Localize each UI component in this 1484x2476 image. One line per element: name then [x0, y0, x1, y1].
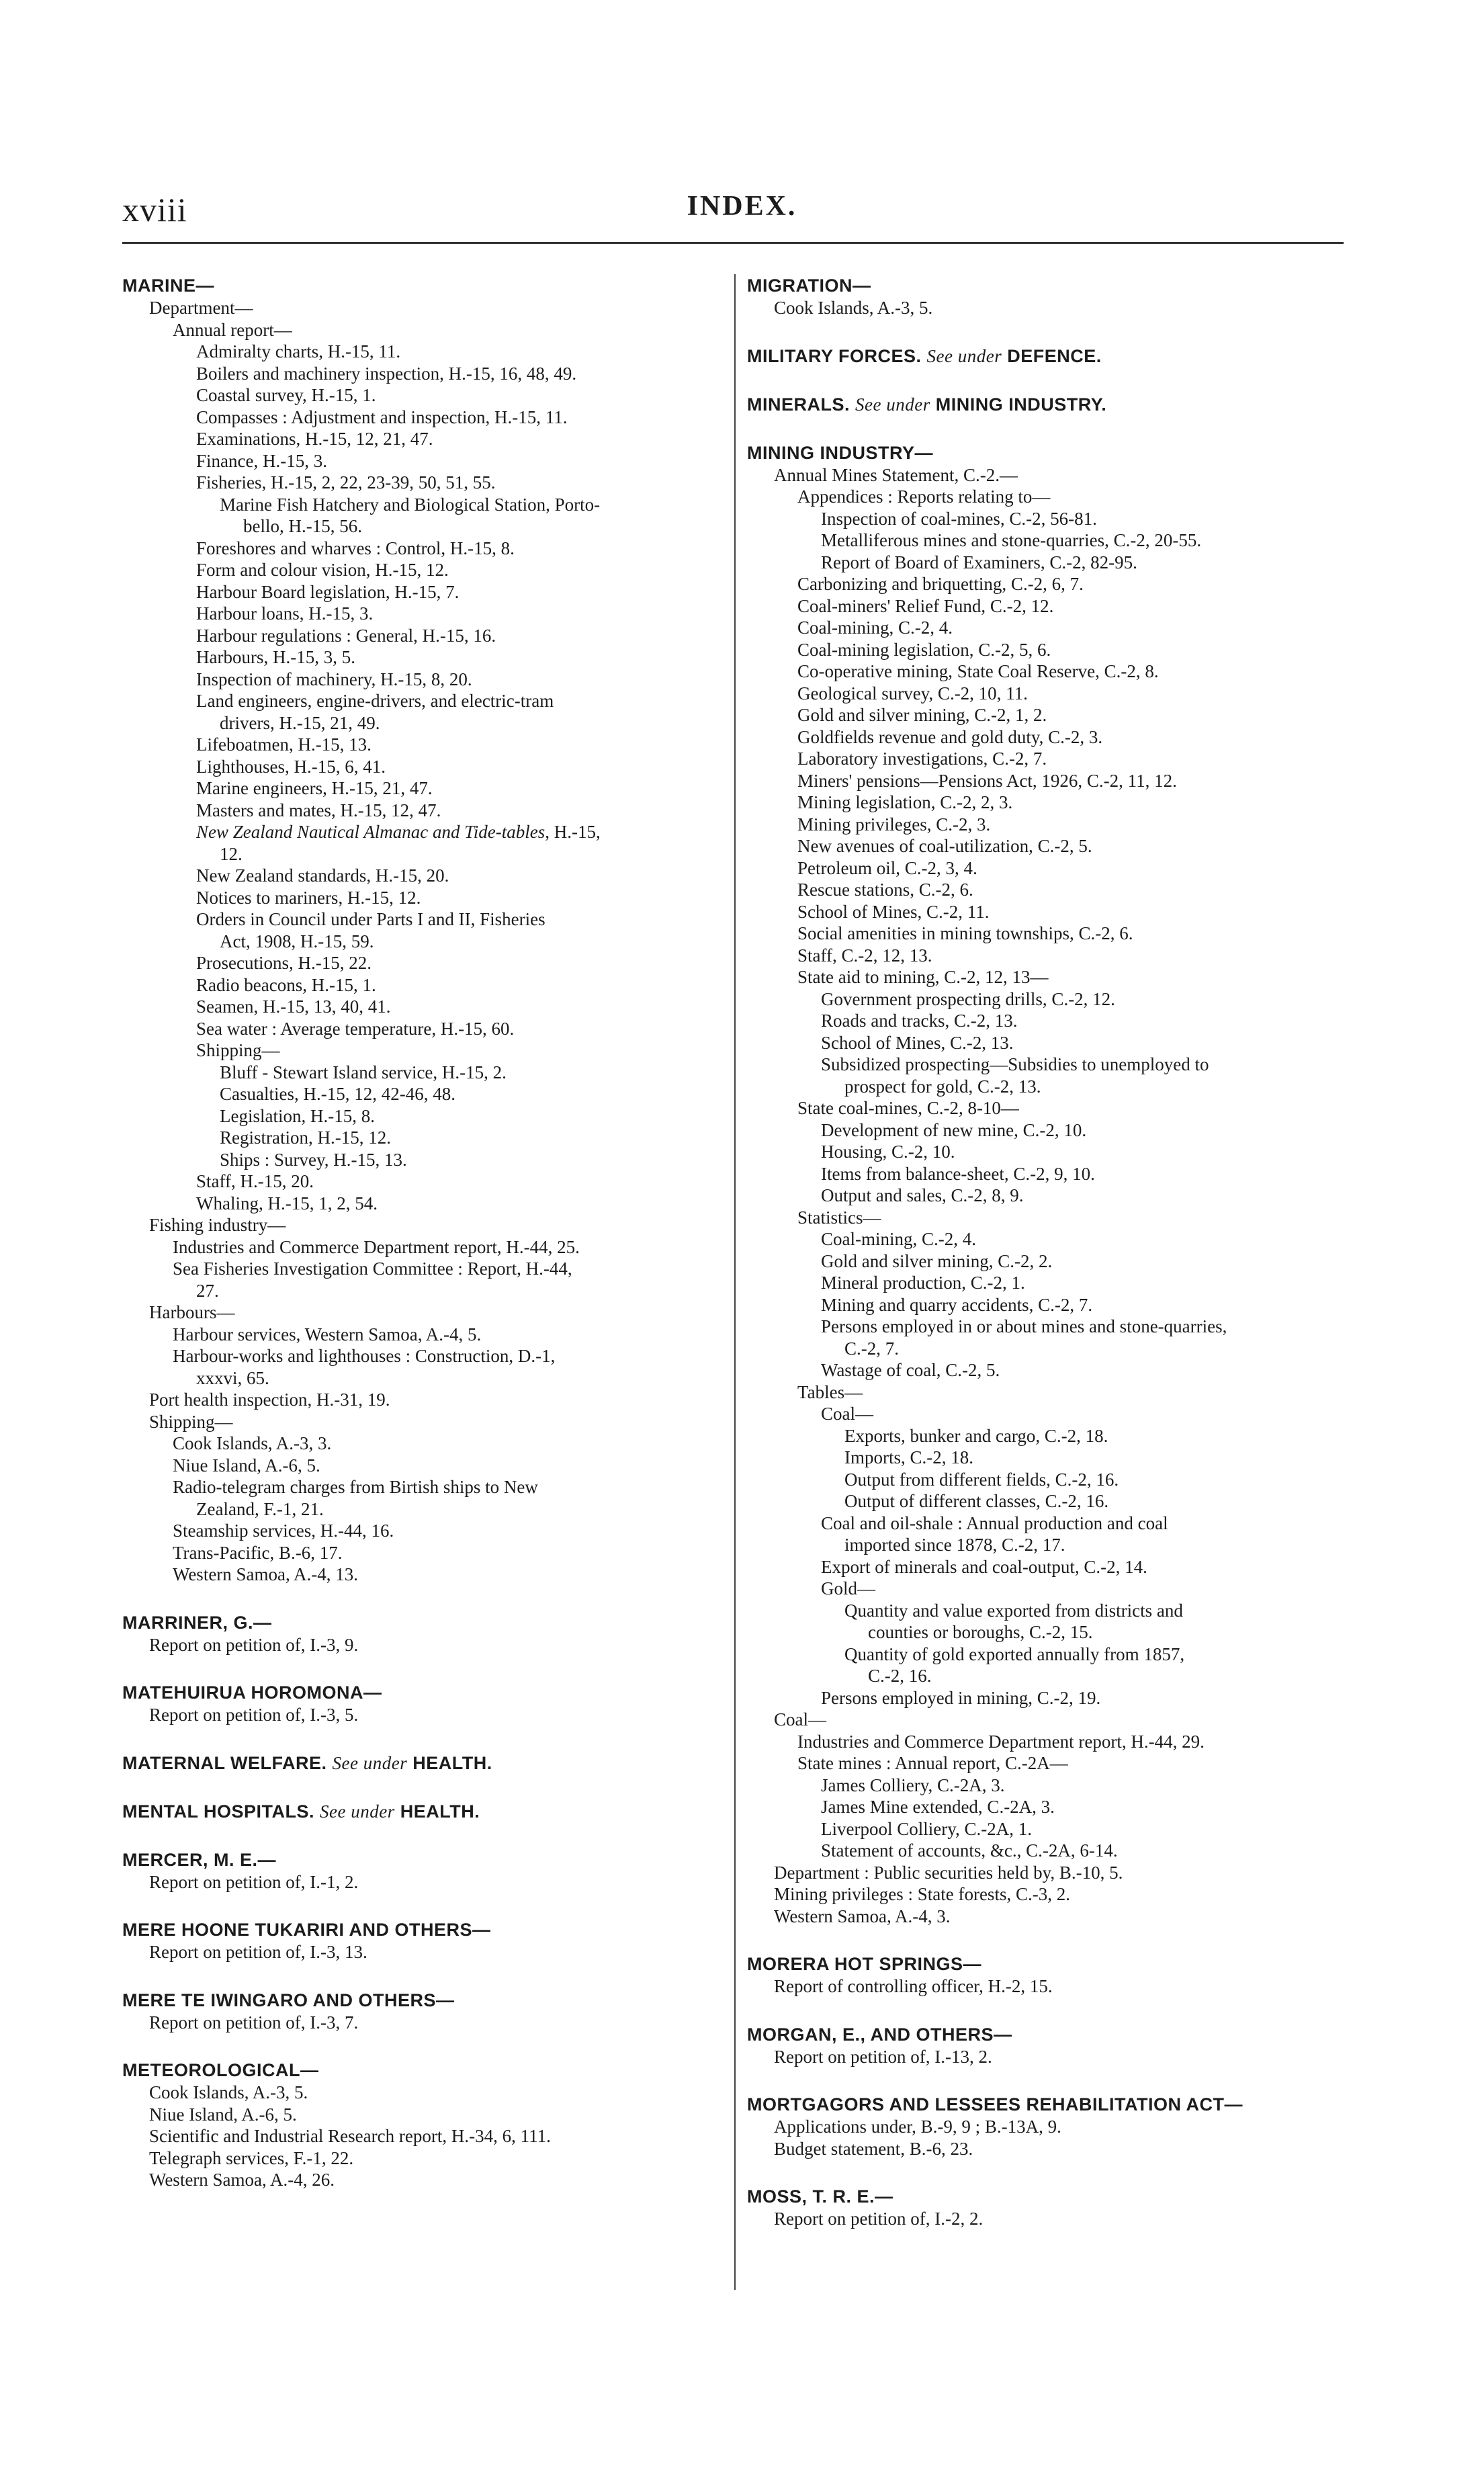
index-line: Coal and oil-shale : Annual production and coal	[821, 1512, 1168, 1533]
index-line: Western Samoa, A.-4, 26.	[149, 2170, 335, 2190]
index-line: Harbour loans, H.-15, 3.	[196, 603, 374, 624]
index-line: Report on petition of, I.-3, 13.	[149, 1942, 367, 1962]
index-line: imported since 1878, C.-2, 17.	[844, 1535, 1065, 1555]
entry-heading	[747, 441, 1348, 464]
index-line: Casualties, H.-15, 12, 42-46, 48.	[220, 1084, 455, 1104]
see-reference: See under	[320, 1801, 395, 1822]
index-line: Niue Island, A.-6, 5.	[173, 1455, 320, 1476]
index-line: Cook Islands, A.-3, 5.	[149, 2082, 308, 2102]
index-line: Petroleum oil, C.-2, 3, 4.	[797, 857, 977, 878]
index-line: Boilers and machinery inspection, H.-15, 16, 48, 49.	[196, 363, 577, 384]
index-line: Report on petition of, I.-1, 2.	[149, 1871, 359, 1892]
index-line: Rescue stations, C.-2, 6.	[797, 880, 973, 900]
entry-heading	[747, 2185, 1348, 2208]
index-line: Compasses : Adjustment and inspection, H.-15, 11.	[196, 407, 568, 427]
index-line: James Colliery, C.-2A, 3.	[821, 1775, 1005, 1795]
index-line: Harbour services, Western Samoa, A.-4, 5.	[173, 1324, 482, 1344]
index-line: Gold and silver mining, C.-2, 1, 2.	[797, 705, 1047, 725]
entry-heading	[747, 274, 1348, 297]
index-line: Admiralty charts, H.-15, 11.	[196, 341, 401, 361]
index-line: Shipping—	[149, 1411, 233, 1432]
index-line: Department : Public securities held by, B.-10, 5.	[774, 1862, 1123, 1883]
index-line: Fisheries, H.-15, 2, 22, 23-39, 50, 51, 55.	[196, 472, 496, 493]
index-line: Niue Island, A.-6, 5.	[149, 2104, 297, 2125]
index-line: New Zealand Nautical Almanac and Tide-tables, H.-15,	[196, 822, 601, 842]
index-line: Land engineers, engine-drivers, and electric-tram	[196, 691, 554, 711]
heading-text: MORGAN, E., AND OTHERS—	[747, 2024, 1012, 2045]
index-line: Mining privileges, C.-2, 3.	[797, 814, 991, 835]
header-rule	[122, 242, 1344, 244]
index-line: Goldfields revenue and gold duty, C.-2, 3.	[797, 726, 1103, 747]
index-line: Prosecutions, H.-15, 22.	[196, 953, 372, 973]
index-entry	[747, 2023, 1348, 2068]
index-line: Mining legislation, C.-2, 2, 3.	[797, 792, 1013, 812]
index-entry	[747, 441, 1348, 1928]
see-reference: See under	[855, 394, 930, 415]
index-line: Housing, C.-2, 10.	[821, 1142, 955, 1162]
index-line: Report on petition of, I.-2, 2.	[774, 2209, 984, 2229]
index-line: Report on petition of, I.-3, 9.	[149, 1634, 359, 1655]
index-line: Examinations, H.-15, 12, 21, 47.	[196, 429, 433, 449]
index-line: Gold—	[821, 1578, 875, 1598]
page-number: xviii	[122, 191, 187, 228]
index-line: Western Samoa, A.-4, 3.	[774, 1906, 951, 1926]
index-line: drivers, H.-15, 21, 49.	[220, 712, 380, 733]
index-line: Sea water : Average temperature, H.-15, 60.	[196, 1018, 515, 1039]
see-reference: See under	[332, 1752, 408, 1773]
index-line: Radio beacons, H.-15, 1.	[196, 974, 376, 995]
index-line: Lighthouses, H.-15, 6, 41.	[196, 756, 386, 777]
heading-text: MARRINER, G.—	[122, 1612, 272, 1633]
index-line: Persons employed in or about mines and stone-quarries,	[821, 1316, 1227, 1336]
index-line: Harbours, H.-15, 3, 5.	[196, 647, 355, 667]
index-line: School of Mines, C.-2, 13.	[821, 1032, 1014, 1053]
index-entry	[122, 2059, 720, 2191]
index-line: Mining privileges : State forests, C.-3, 2.	[774, 1884, 1070, 1904]
entry-heading	[122, 274, 720, 297]
index-entry	[122, 1611, 720, 1656]
index-line: Radio-telegram charges from Birtish ships to New	[173, 1477, 538, 1497]
index-entry	[747, 1953, 1348, 1998]
heading-text: MINERALS.	[747, 394, 850, 415]
index-line: Harbour-works and lighthouses : Construction, D.-1,	[173, 1346, 556, 1366]
index-line: Coal-mining, C.-2, 4.	[797, 617, 953, 638]
entry-heading	[747, 393, 1348, 416]
see-target: MINING INDUSTRY.	[935, 394, 1107, 415]
index-line: Form and colour vision, H.-15, 12.	[196, 560, 449, 580]
index-line: Co-operative mining, State Coal Reserve, C.-2, 8.	[797, 661, 1159, 681]
index-line: Export of minerals and coal-output, C.-2, 14.	[821, 1556, 1147, 1577]
index-line: Industries and Commerce Department report, H.-44, 29.	[797, 1731, 1205, 1752]
heading-text: MOSS, T. R. E.—	[747, 2186, 893, 2207]
entry-heading	[122, 1752, 720, 1775]
index-line: Exports, bunker and cargo, C.-2, 18.	[844, 1425, 1108, 1446]
see-reference: See under	[926, 345, 1002, 366]
index-line: Coastal survey, H.-15, 1.	[196, 385, 376, 405]
page-title: INDEX.	[687, 191, 797, 222]
index-line: Staff, C.-2, 12, 13.	[797, 945, 932, 966]
index-line: Legislation, H.-15, 8.	[220, 1105, 375, 1126]
index-line: Foreshores and wharves : Control, H.-15, 8.	[196, 538, 515, 558]
index-line: Whaling, H.-15, 1, 2, 54.	[196, 1193, 378, 1213]
index-line: Persons employed in mining, C.-2, 19.	[821, 1687, 1101, 1708]
index-line: Report on petition of, I.-3, 5.	[149, 1705, 359, 1725]
index-line: Shipping—	[196, 1040, 280, 1060]
see-target: HEALTH.	[400, 1801, 480, 1822]
index-line: Imports, C.-2, 18.	[844, 1447, 973, 1467]
page-header	[0, 0, 1484, 242]
index-line: Output and sales, C.-2, 8, 9.	[821, 1185, 1024, 1205]
index-line: Inspection of coal-mines, C.-2, 56-81.	[821, 508, 1097, 529]
index-line: Budget statement, B.-6, 23.	[774, 2138, 973, 2159]
entry-heading	[122, 1918, 720, 1941]
index-line: Seamen, H.-15, 13, 40, 41.	[196, 996, 391, 1017]
index-line: Tables—	[797, 1381, 863, 1402]
index-line: Scientific and Industrial Research report, H.-34, 6, 111.	[149, 2126, 551, 2146]
index-line: Quantity and value exported from districts and	[844, 1600, 1183, 1621]
index-line: Harbour Board legislation, H.-15, 7.	[196, 581, 460, 602]
index-entry	[122, 274, 720, 1586]
index-line: Trans-Pacific, B.-6, 17.	[173, 1542, 343, 1563]
index-line: Western Samoa, A.-4, 13.	[173, 1564, 359, 1584]
heading-text: MORERA HOT SPRINGS—	[747, 1954, 982, 1974]
index-line: Subsidized prospecting—Subsidies to unemployed to	[821, 1054, 1209, 1074]
index-line: Industries and Commerce Department report, H.-44, 25.	[173, 1236, 580, 1257]
index-line: 27.	[196, 1280, 219, 1301]
index-entry	[122, 1752, 720, 1775]
heading-text: MENTAL HOSPITALS.	[122, 1801, 315, 1822]
index-line: counties or boroughs, C.-2, 15.	[868, 1622, 1093, 1642]
index-line: James Mine extended, C.-2A, 3.	[821, 1797, 1055, 1817]
index-line: xxxvi, 65.	[196, 1367, 269, 1388]
index-line: Items from balance-sheet, C.-2, 9, 10.	[821, 1163, 1095, 1184]
heading-text: METEOROLOGICAL—	[122, 2060, 319, 2080]
index-entry	[122, 1848, 720, 1893]
entry-heading	[122, 1681, 720, 1704]
index-line: Port health inspection, H.-31, 19.	[149, 1390, 390, 1410]
index-line: Cook Islands, A.-3, 5.	[774, 298, 933, 318]
heading-text: MORTGAGORS AND LESSEES REHABILITATION ACT—	[747, 2094, 1243, 2115]
index-line: Mining and quarry accidents, C.-2, 7.	[821, 1294, 1093, 1315]
index-line: Coal—	[774, 1709, 826, 1730]
index-line: Telegraph services, F.-1, 22.	[149, 2147, 354, 2168]
index-line: State mines : Annual report, C.-2A—	[797, 1753, 1068, 1773]
index-line: prospect for gold, C.-2, 13.	[844, 1076, 1041, 1097]
index-line: Orders in Council under Parts I and II, Fisheries	[196, 909, 545, 929]
heading-text: MATEHUIRUA HOROMONA—	[122, 1682, 382, 1703]
heading-text: MARINE—	[122, 275, 214, 296]
index-line: Sea Fisheries Investigation Committee : Report, H.-44,	[173, 1258, 572, 1279]
index-entry	[747, 274, 1348, 319]
index-line: Coal-miners' Relief Fund, C.-2, 12.	[797, 595, 1054, 616]
index-line: Development of new mine, C.-2, 10.	[821, 1119, 1087, 1140]
index-line: Coal-mining, C.-2, 4.	[821, 1229, 976, 1249]
entry-heading	[122, 1989, 720, 2012]
index-line: Finance, H.-15, 3.	[196, 450, 327, 471]
index-entry	[122, 1681, 720, 1726]
index-line: Notices to mariners, H.-15, 12.	[196, 887, 421, 908]
index-line: Department—	[149, 298, 253, 318]
heading-text: MATERNAL WELFARE.	[122, 1752, 327, 1773]
index-line: 12.	[220, 843, 243, 864]
index-line: Report on petition of, I.-13, 2.	[774, 2046, 992, 2067]
index-line: Fishing industry—	[149, 1215, 286, 1235]
entry-heading	[747, 345, 1348, 368]
heading-text: MERE HOONE TUKARIRI AND OTHERS—	[122, 1920, 491, 1940]
index-line: Coal-mining legislation, C.-2, 5, 6.	[797, 639, 1051, 660]
index-entry	[747, 2093, 1348, 2160]
index-line: Harbour regulations : General, H.-15, 16.	[196, 625, 496, 646]
index-line: Cook Islands, A.-3, 3.	[173, 1433, 332, 1453]
index-line: New avenues of coal-utilization, C.-2, 5.	[797, 836, 1092, 856]
index-entry	[747, 345, 1348, 368]
entry-heading	[122, 1611, 720, 1634]
index-line: Statistics—	[797, 1207, 881, 1228]
index-entry	[122, 1989, 720, 2034]
index-line: Miners' pensions—Pensions Act, 1926, C.-2, 11, 12.	[797, 770, 1177, 791]
entry-heading	[122, 1800, 720, 1823]
index-line: Report on petition of, I.-3, 7.	[149, 2012, 359, 2033]
see-target: HEALTH.	[412, 1752, 492, 1773]
heading-text: MILITARY FORCES.	[747, 345, 922, 366]
index-line: Applications under, B.-9, 9 ; B.-13A, 9.	[774, 2117, 1061, 2137]
index-line: Annual report—	[173, 319, 292, 340]
entry-heading	[747, 1953, 1348, 1975]
entry-heading	[122, 1848, 720, 1871]
index-line: Statement of accounts, &c., C.-2A, 6-14.	[821, 1840, 1118, 1861]
heading-text: MIGRATION—	[747, 275, 871, 296]
index-line: Staff, H.-15, 20.	[196, 1171, 314, 1191]
index-line: Marine engineers, H.-15, 21, 47.	[196, 778, 433, 798]
index-line: State coal-mines, C.-2, 8-10—	[797, 1098, 1019, 1118]
entry-heading	[747, 2093, 1348, 2116]
heading-text: MINING INDUSTRY—	[747, 442, 933, 463]
index-line: Report of controlling officer, H.-2, 15.	[774, 1976, 1053, 1996]
index-line: Registration, H.-15, 12.	[220, 1127, 391, 1148]
index-line: Coal—	[821, 1404, 873, 1424]
index-line: Inspection of machinery, H.-15, 8, 20.	[196, 669, 472, 689]
index-line: C.-2, 7.	[844, 1338, 899, 1359]
index-line: Geological survey, C.-2, 10, 11.	[797, 683, 1028, 703]
index-line: Laboratory investigations, C.-2, 7.	[797, 749, 1047, 769]
index-entry	[747, 393, 1348, 416]
index-line: Metalliferous mines and stone-quarries, C.-2, 20-55.	[821, 530, 1202, 550]
heading-text: MERE TE IWINGARO AND OTHERS—	[122, 1990, 455, 2010]
index-line: Zealand, F.-1, 21.	[196, 1498, 324, 1519]
index-line: Social amenities in mining townships, C.-2, 6.	[797, 923, 1133, 943]
index-line: Appendices : Reports relating to—	[797, 486, 1051, 507]
see-target: DEFENCE.	[1007, 345, 1102, 366]
index-line: Quantity of gold exported annually from 1857,	[844, 1643, 1185, 1664]
entry-heading	[122, 2059, 720, 2082]
index-line: Roads and tracks, C.-2, 13.	[821, 1011, 1018, 1031]
index-line: Annual Mines Statement, C.-2.—	[774, 464, 1018, 485]
entry-heading	[747, 2023, 1348, 2046]
index-entry	[122, 1918, 720, 1963]
index-line: Output of different classes, C.-2, 16.	[844, 1491, 1109, 1511]
index-line: Lifeboatmen, H.-15, 13.	[196, 734, 372, 755]
index-line: Report of Board of Examiners, C.-2, 82-95.	[821, 552, 1137, 572]
index-line: Liverpool Colliery, C.-2A, 1.	[821, 1818, 1032, 1839]
index-line: Masters and mates, H.-15, 12, 47.	[196, 800, 441, 820]
index-line: Output from different fields, C.-2, 16.	[844, 1469, 1119, 1490]
index-entry	[122, 1800, 720, 1823]
index-line: Ships : Survey, H.-15, 13.	[220, 1149, 407, 1170]
index-line: Marine Fish Hatchery and Biological Station, Porto-	[220, 494, 601, 515]
column-divider	[734, 274, 736, 2290]
index-line: bello, H.-15, 56.	[243, 516, 362, 536]
index-line: C.-2, 16.	[868, 1666, 932, 1686]
index-line: Steamship services, H.-44, 16.	[173, 1521, 394, 1541]
left-column	[122, 274, 720, 2217]
index-line: Harbours—	[149, 1302, 235, 1322]
index-line: Mineral production, C.-2, 1.	[821, 1273, 1025, 1293]
index-line: School of Mines, C.-2, 11.	[797, 901, 990, 922]
index-line: New Zealand standards, H.-15, 20.	[196, 865, 449, 886]
index-entry	[747, 2185, 1348, 2230]
index-line: Gold and silver mining, C.-2, 2.	[821, 1250, 1053, 1271]
heading-text: MERCER, M. E.—	[122, 1849, 277, 1870]
index-line: Carbonizing and briquetting, C.-2, 6, 7.	[797, 574, 1084, 594]
index-line: Wastage of coal, C.-2, 5.	[821, 1360, 1000, 1380]
index-line: State aid to mining, C.-2, 12, 13—	[797, 967, 1049, 987]
index-line: Bluff - Stewart Island service, H.-15, 2.	[220, 1062, 507, 1082]
right-column	[747, 274, 1348, 2256]
index-line: Government prospecting drills, C.-2, 12.	[821, 988, 1115, 1009]
index-line: Act, 1908, H.-15, 59.	[220, 931, 374, 951]
